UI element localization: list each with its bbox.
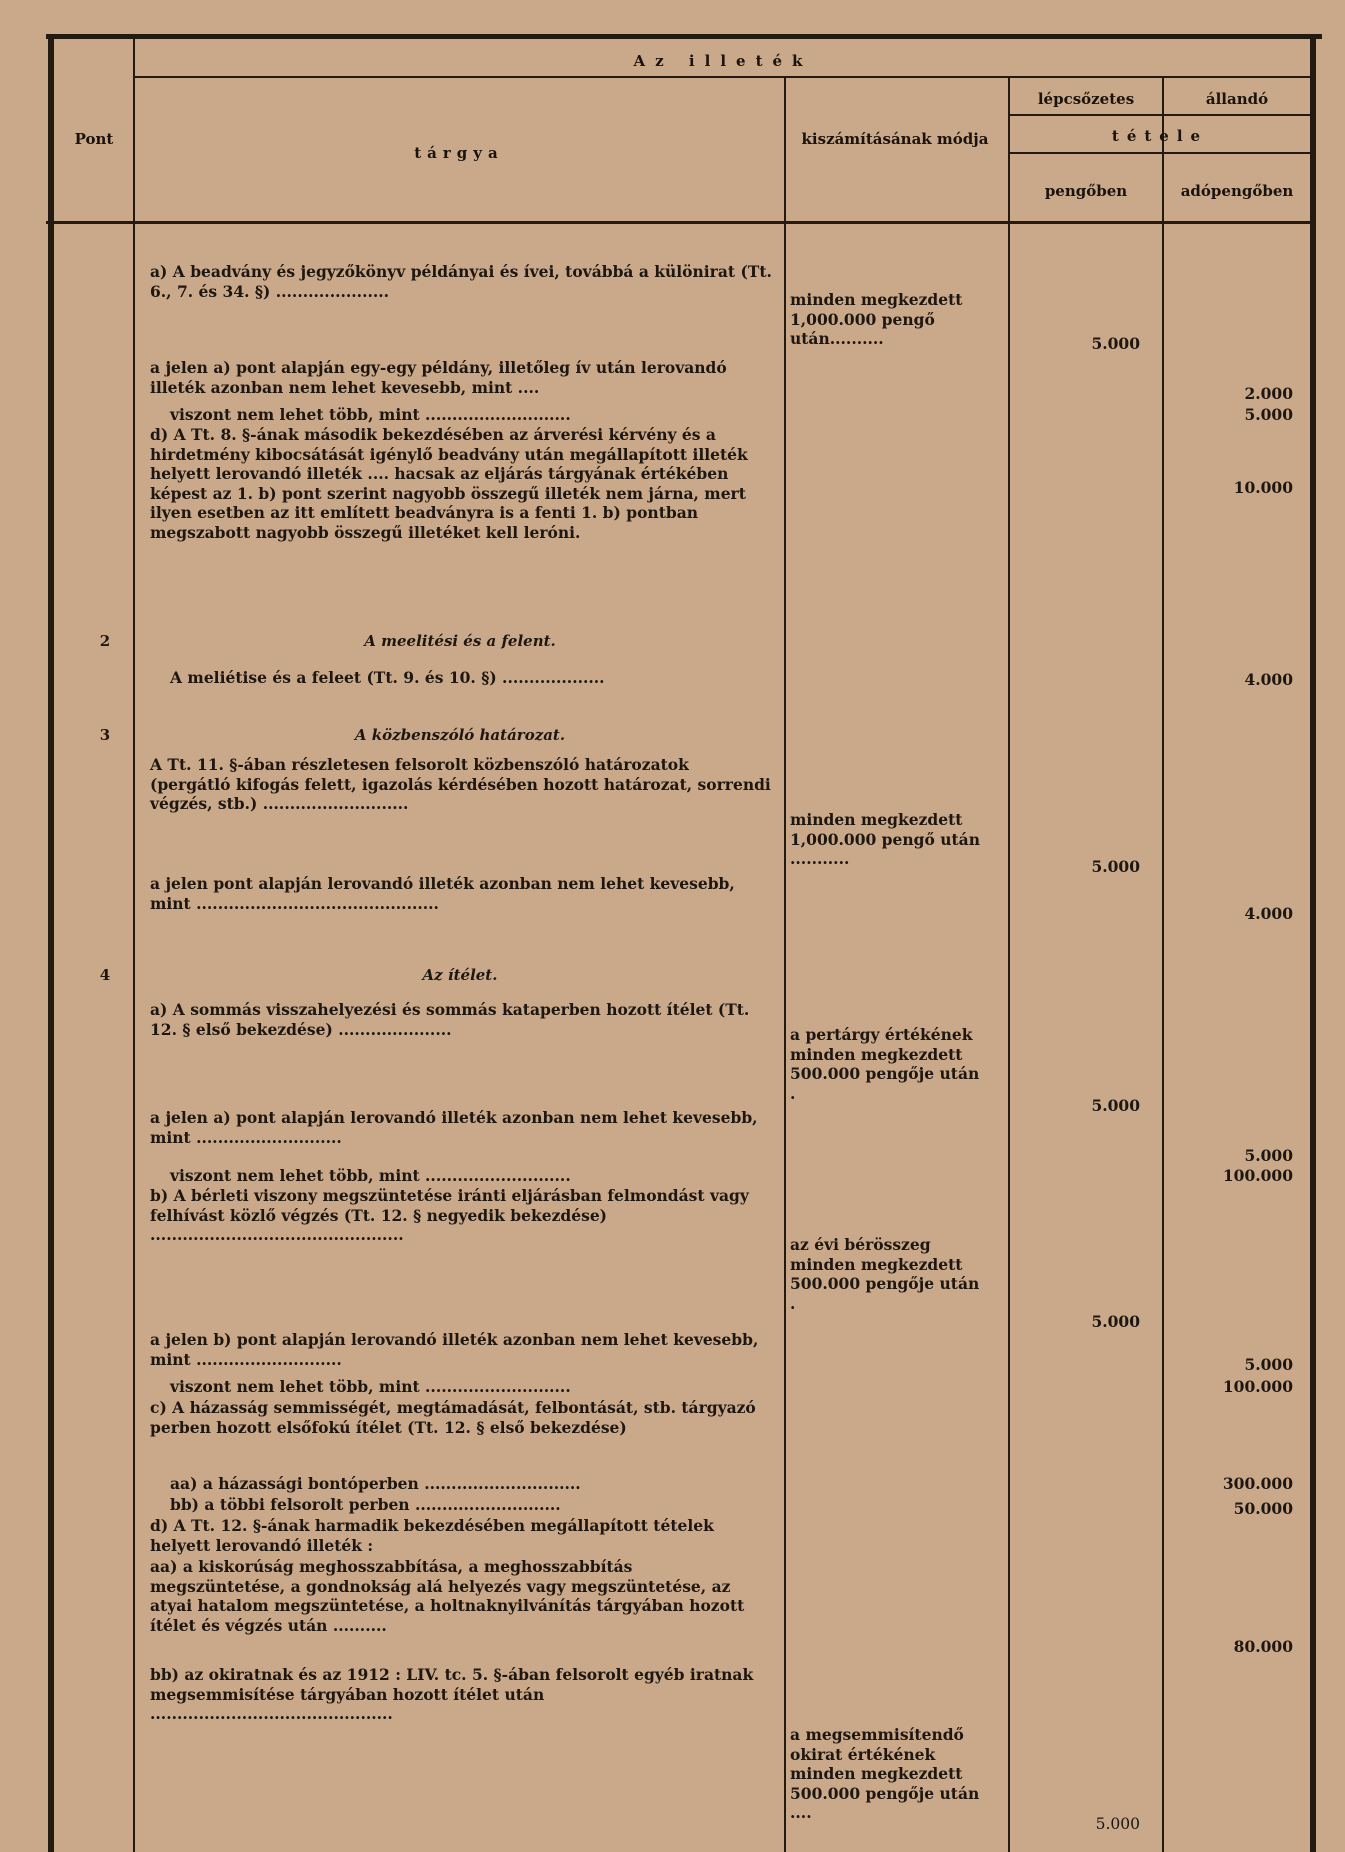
s3-pengo: 5.000 [1091,857,1140,876]
header-pont: Pont [74,130,114,148]
s4-a-text: a) A sommás visszahelyezési és sommás kataperben hozott ítélet (Tt. 12. § első bekezdése) ..................... [150,1000,750,1039]
header-kiszamitas: kiszámításának módja [801,130,989,148]
s1-d-text: d) A Tt. 8. §-ának második bekezdésében az árverési kérvény és a hirdetmény kibocsátását igénylő beadvány után megállapított illeték helyett lerovandó illeték .... hacsak az eljárás tárgyának értékében képest az 1. b) pont szerint nagyobb összegű illeték nem járna, mert ilyen esetben az itt említett beadványra is a fenti 1. b) pontban megszabott nagyobb összegű illetéket kell leróni. [150,425,748,542]
targya-column-rule [784,77,786,1852]
s4-number: 4 [99,966,111,984]
s4-db-text: bb) az okiratnak és az 1912 : LIV. tc. 5. §-ában felsorolt egyéb iratnak megsemmisítése tárgyában hozott ítélet után ............................................. [150,1665,754,1723]
s4-db-pengo: 5.000 [1095,1815,1140,1833]
s3-text: A Tt. 11. §-ában részletesen felsorolt közbenszóló határozatok (pergátló kifogás felett, igazolás kérdésében hozott határozat, sorrendi végzés, stb.) ........................... [150,755,771,813]
s4-a-pengo: 5.000 [1091,1096,1140,1115]
s1-a-pengo: 5.000 [1091,334,1140,353]
s4-da-val: 80.000 [1233,1637,1293,1656]
s1-min-text: a jelen a) pont alapján egy-egy példány, illetőleg ív után lerovandó illeték azonban nem lehet kevesebb, mint .... [150,358,727,397]
s4-b-max-val: 100.000 [1222,1377,1293,1396]
s4-b-max-text: viszont nem lehet több, mint ........................... [170,1377,571,1396]
s4-a-min-text: a jelen a) pont alapján lerovandó illeték azonban nem lehet kevesebb, mint ........................... [150,1108,758,1147]
s4-ca-val: 300.000 [1222,1474,1293,1493]
s4-b-min-val: 5.000 [1244,1355,1293,1374]
s1-max-text: viszont nem lehet több, mint ........................... [170,405,571,424]
s4-ca-text: aa) a házassági bontóperben ............................. [170,1474,581,1493]
s3-title: A közbenszóló határozat. [354,726,566,744]
header-illetek: Az illeték [633,52,813,70]
s2-val: 4.000 [1244,670,1293,689]
header-allando: állandó [1205,90,1269,108]
s3-mode: minden megkezdett 1,000.000 pengő után ........... [790,810,980,868]
s4-title: Az ítélet. [422,966,498,984]
s4-d-text: d) A Tt. 12. §-ának harmadik bekezdésében megállapított tételek helyett lerovandó illeték : [150,1516,714,1555]
right-border [1310,34,1316,1852]
s4-a-max-val: 100.000 [1222,1166,1293,1185]
value-column-rule [1162,77,1164,1852]
s4-b-mode: az évi bérösszeg minden megkezdett 500.000 pengője után . [790,1235,980,1313]
s3-min-text: a jelen pont alapján lerovandó illeték azonban nem lehet kevesebb, mint ............................................. [150,874,735,913]
s4-b-text: b) A bérleti viszony megszüntetése iránti eljárásban felmondást vagy felhívást közlő végzés (Tt. 12. § negyedik bekezdése) ............................................... [150,1186,749,1244]
s4-a-mode: a pertárgy értékének minden megkezdett 500.000 pengője után . [790,1025,980,1103]
s1-d-val: 10.000 [1233,478,1293,497]
s3-min-val: 4.000 [1244,904,1293,923]
s4-c-text: c) A házasság semmisségét, megtámadását, felbontását, stb. tárgyazó perben hozott elsőfokú ítélet (Tt. 12. § első bekezdése) [150,1398,756,1437]
header-adopengoben: adópengőben [1180,182,1294,200]
tetele-underline [1009,152,1311,154]
s4-b-pengo: 5.000 [1091,1312,1140,1331]
s4-a-min-val: 5.000 [1244,1146,1293,1165]
header-targya: tárgya [414,144,504,162]
header-bottom-rule [46,221,1316,224]
header-tetele: tétele [1111,127,1209,145]
s4-b-min-text: a jelen b) pont alapján lerovandó illeték azonban nem lehet kevesebb, mint ........................... [150,1330,759,1369]
s4-cb-val: 50.000 [1233,1499,1293,1518]
s3-number: 3 [99,726,111,744]
illetek-underline [134,76,1312,78]
s4-a-max-text: viszont nem lehet több, mint ........................... [170,1166,571,1185]
header-lepcsozetes: lépcsőzetes [1037,90,1135,108]
s4-cb-text: bb) a többi felsorolt perben ........................... [170,1495,561,1514]
s2-number: 2 [99,632,111,650]
s1-min-val: 2.000 [1244,384,1293,403]
s2-title: A meelitési és a felent. [364,632,556,650]
header-pengoben: pengőben [1044,182,1128,200]
left-border [48,34,54,1852]
s1-a-text: a) A beadvány és jegyzőkönyv példányai és ívei, továbbá a különirat (Tt. 6., 7. és 34. §) ..................... [150,262,772,301]
s2-text: A meliétise és a feleet (Tt. 9. és 10. §) ................... [170,668,605,687]
s1-a-mode: minden megkezdett 1,000.000 pengő után.......... [790,290,963,348]
lepcsozetes-underline [1009,114,1311,116]
s4-da-text: aa) a kiskorúság meghosszabbítása, a meghosszabbítás megszüntetése, a gondnokság alá helyezés vagy megszüntetése, az atyai hatalom megszüntetése, a holtnaknyilvánítás tárgyában hozott ítélet és végzés után .......... [150,1557,745,1635]
pont-column-rule [133,36,135,1852]
s4-db-mode: a megsemmisítendő okirat értékének minden megkezdett 500.000 pengője után .... [790,1725,980,1822]
s1-max-val: 5.000 [1244,405,1293,424]
top-border [46,34,1322,39]
